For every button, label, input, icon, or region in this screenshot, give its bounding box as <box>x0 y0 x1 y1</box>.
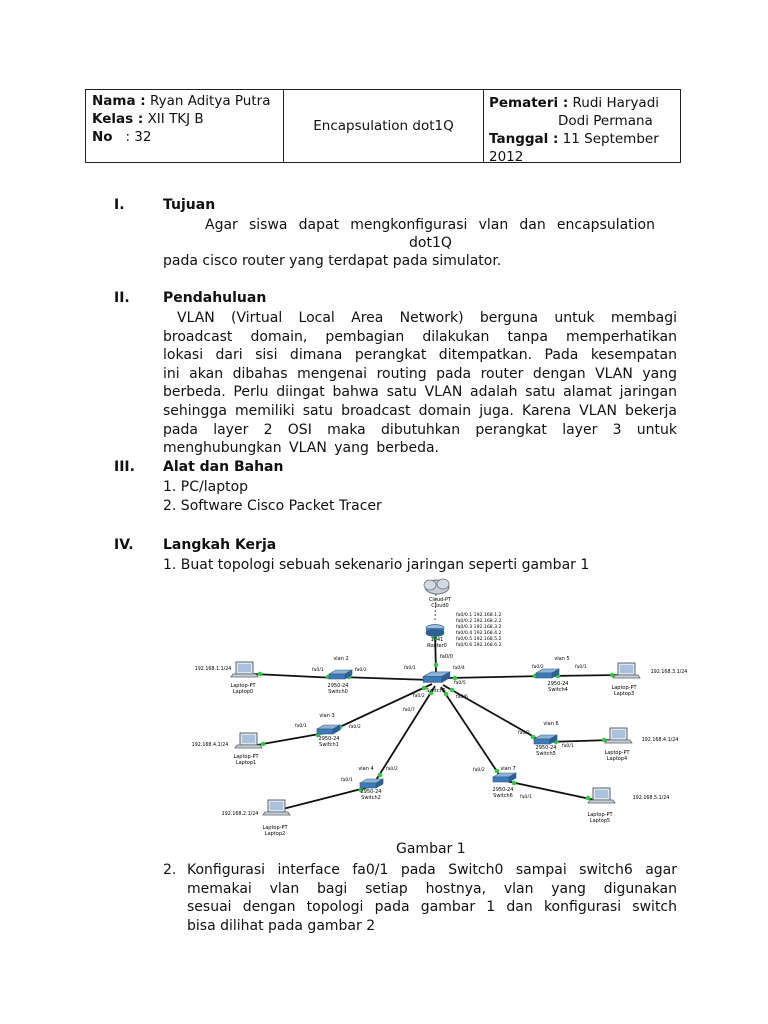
switch4-vlan: vlan 5 <box>554 656 570 662</box>
switch2-name: Switch2 <box>361 795 381 801</box>
laptop1-name: Laptop1 <box>235 760 257 766</box>
step-2-line: bisa dilihat pada gambar 2 <box>187 918 376 934</box>
laptop4-name: Laptop4 <box>606 756 628 762</box>
cloud-label2: Cloud0 <box>431 603 449 609</box>
switch0-model: 2950-24 <box>327 683 349 689</box>
section-4-title: Langkah Kerja <box>163 537 277 553</box>
laptop2-name: Laptop2 <box>264 831 286 837</box>
laptop1-ip: 192.168.4.1/24 <box>191 743 229 748</box>
port-label: fa0/2 <box>413 694 425 699</box>
section-2-line: sehingga memiliki satu broadcast domain juga. Karena VLAN bekerja <box>163 403 677 419</box>
section-2-line: pada layer 2 OSI maka dibutuhkan perangkat layer 3 untuk <box>163 422 677 438</box>
pemateri-label: Pemateri : <box>489 95 569 111</box>
switch6-model: 2950-24 <box>492 787 514 793</box>
section-1-line1: Agar siswa dapat mengkonfigurasi vlan dan encapsulation <box>205 217 655 233</box>
link-center-switch4 <box>448 676 545 678</box>
port-label: fa0/0 <box>440 654 453 660</box>
switch0-name: Switch0 <box>328 689 348 695</box>
switch0-vlan: vlan 2 <box>333 656 349 662</box>
switch5-model: 2950-24 <box>535 745 557 751</box>
laptop3-name: Laptop3 <box>613 691 635 697</box>
step-2-line: Konfigurasi interface fa0/1 pada Switch0 sampai switch6 agar <box>187 862 677 878</box>
section-1-title: Tujuan <box>163 197 216 213</box>
section-2-number: II. <box>114 290 130 306</box>
switch2-model: 2950-24 <box>360 789 382 795</box>
port-label: fa0/2 <box>386 767 398 772</box>
step-2-line: sesuai dengan topologi pada gambar 1 dan konfigurasi switch <box>187 899 677 915</box>
laptop3-type: Laptop-PT <box>611 685 637 691</box>
laptop1-type: Laptop-PT <box>233 754 259 760</box>
switch4-name: Switch4 <box>548 687 568 693</box>
center-switch-label: Switch5 <box>426 688 446 694</box>
switch6-icon <box>493 773 516 782</box>
port-label: fa0/4 <box>453 666 465 671</box>
laptop3-ip: 192.168.3.1/24 <box>650 670 688 675</box>
section-2-line: menghubungkan VLAN yang berbeda. <box>163 440 439 456</box>
router-icon <box>426 625 444 637</box>
section-2-line: lokasi dari sisi dimana perangkat ditempatkan. Pada kesempatan <box>163 347 677 363</box>
router-ip: fa0/0.2 192.168.2.2 <box>456 619 502 624</box>
section-4-number: IV. <box>114 537 134 553</box>
switch1-model: 2950-24 <box>318 736 340 742</box>
port-label: fa0/2 <box>355 668 367 673</box>
link-laptop0-switch0 <box>254 674 336 678</box>
kelas-value: XII TKJ B <box>147 111 204 127</box>
laptop2-ip: 192.168.2.1/24 <box>221 812 259 817</box>
step-2-line: memakai vlan bagi setiap hostnya, vlan yang digunakan <box>187 881 677 897</box>
router-ip: fa0/0.1 192.168.1.2 <box>456 613 502 618</box>
step-2-number: 2. <box>163 862 177 878</box>
no-label: No <box>92 129 113 145</box>
port-label: fa0/1 <box>312 668 324 673</box>
port-label: fa0/1 <box>295 724 307 729</box>
section-1-line2: dot1Q <box>409 235 452 251</box>
router-ip: fa0/0.3 192.168.3.2 <box>456 625 502 630</box>
laptop0-icon <box>231 662 258 677</box>
port-label: fa0/1 <box>341 778 353 783</box>
switch6-name: Switch6 <box>493 793 513 799</box>
port-label: fa0/1 <box>520 795 532 800</box>
switch1-vlan: vlan 3 <box>319 713 335 719</box>
switch5-vlan: vlan 6 <box>543 721 559 727</box>
laptop0-ip: 192.168.1.1/24 <box>194 667 232 672</box>
laptop4-icon <box>605 728 632 743</box>
laptop0-name: Laptop0 <box>232 689 254 695</box>
router-ip: fa0/0.5 192.168.5.2 <box>456 637 502 642</box>
section-1-number: I. <box>114 197 125 213</box>
laptop4-type: Laptop-PT <box>604 750 630 756</box>
pemateri-value2: Dodi Permana <box>558 113 653 129</box>
link-laptop1-switch1 <box>257 733 325 745</box>
list-item: 2. Software Cisco Packet Tracer <box>163 498 382 514</box>
laptop5-type: Laptop-PT <box>587 812 613 818</box>
cloud-icon <box>424 579 449 594</box>
pemateri-value1: Rudi Haryadi <box>572 95 660 111</box>
section-2-line: VLAN (Virtual Local Area Network) berguna untuk membagi <box>177 310 677 326</box>
port-label: fa0/2 <box>473 768 485 773</box>
port-label: fa0/1 <box>404 666 416 671</box>
router-ip: fa0/0.4 192.168.4.2 <box>456 631 502 636</box>
port-label: fa0/2 <box>518 731 530 736</box>
switch1-icon <box>317 725 340 734</box>
port-label: fa0/5 <box>454 681 466 686</box>
nama-value: Ryan Aditya Putra <box>149 93 271 109</box>
laptop3-icon <box>613 663 640 678</box>
cloud-label1: Cloud-PT <box>428 597 452 603</box>
center-switch-icon <box>423 672 449 682</box>
laptop5-icon <box>588 788 615 803</box>
link-switch0-center <box>340 677 431 680</box>
tanggal-label: Tanggal : <box>489 131 559 147</box>
step-1: 1. Buat topologi sebuah sekenario jaringan seperti gambar 1 <box>163 557 590 573</box>
nama-label: Nama : <box>92 93 146 109</box>
switch5-name: Switch5 <box>536 751 556 757</box>
link-switch2-center <box>373 686 435 785</box>
section-2-title: Pendahuluan <box>163 290 267 306</box>
switch1-name: Switch1 <box>319 742 339 748</box>
link-laptop2-switch2 <box>271 787 369 812</box>
tanggal-value2: 2012 <box>489 149 524 165</box>
port-label: fa0/7 <box>403 708 415 713</box>
router-ip: fa0/0.6 192.168.6.2 <box>456 643 502 648</box>
port-label: fa0/6 <box>456 695 468 700</box>
kelas-label: Kelas : <box>92 111 144 127</box>
laptop1-icon <box>235 733 262 748</box>
tanggal-value1: 11 September <box>562 131 659 147</box>
port-label: fa0/1 <box>575 665 587 670</box>
port-label: fa0/2 <box>532 665 544 670</box>
section-2-line: broadcast domain, pembagian dilakukan tanpa memperhatikan <box>163 329 677 345</box>
switch2-icon <box>360 779 383 788</box>
switch6-vlan: vlan 7 <box>500 766 516 772</box>
switch2-vlan: vlan 4 <box>358 766 374 772</box>
figure-caption: Gambar 1 <box>396 841 466 857</box>
laptop4-ip: 192.168.4.1/24 <box>641 738 679 743</box>
list-item: 1. PC/laptop <box>163 479 249 495</box>
laptop2-type: Laptop-PT <box>262 825 288 831</box>
port-label: fa0/1 <box>562 744 574 749</box>
section-1-line3: pada cisco router yang terdapat pada simulator. <box>163 253 502 269</box>
router-label2: Router0 <box>427 643 447 649</box>
section-2-line: ini akan dibahas mengenai routing pada router dengan VLAN yang <box>163 366 677 382</box>
no-value: : 32 <box>125 129 152 145</box>
switch4-model: 2950-24 <box>547 681 569 687</box>
port-label: fa0/2 <box>349 725 361 730</box>
router-label1: 1841 <box>430 637 444 643</box>
section-3-title: Alat dan Bahan <box>163 459 284 475</box>
laptop5-name: Laptop5 <box>589 818 611 824</box>
laptop0-type: Laptop-PT <box>230 683 256 689</box>
section-3-number: III. <box>114 459 135 475</box>
section-2-line: berbeda. Perlu diingat bahwa satu VLAN adalah satu alamat jaringan <box>163 384 677 400</box>
laptop5-ip: 192.168.5.1/24 <box>632 796 670 801</box>
document-title: Encapsulation dot1Q <box>284 90 484 162</box>
